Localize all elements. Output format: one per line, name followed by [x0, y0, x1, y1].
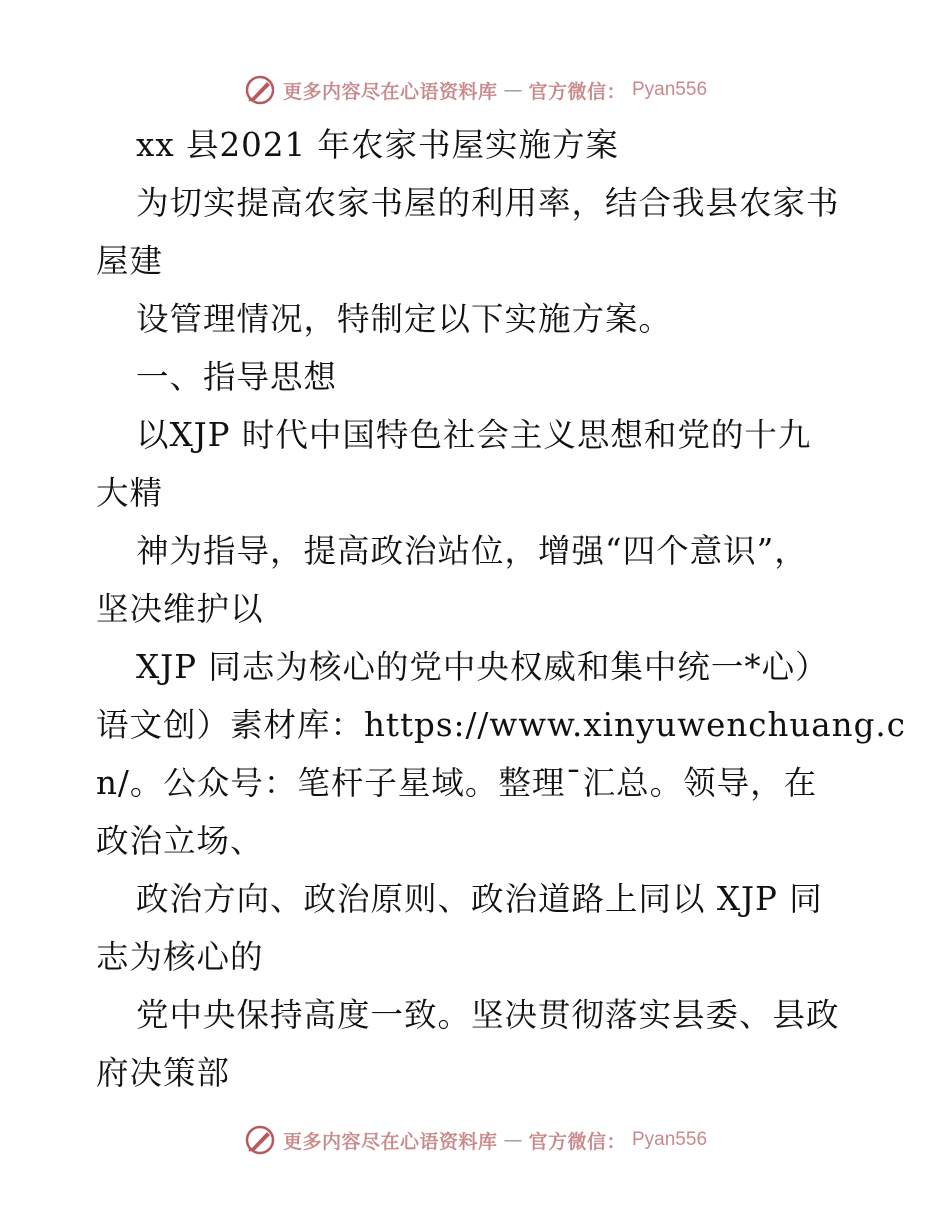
quill-logo-icon: [243, 1123, 277, 1157]
doc-line: 政治方向、政治原则、政治道路上同以 XJP 同: [136, 880, 823, 918]
doc-line: n/。公众号：笔杆子星域。整理¯汇总。领导，在: [96, 764, 818, 802]
doc-line: 政治立场、: [96, 822, 264, 860]
doc-line: 设管理情况，特制定以下实施方案。: [136, 300, 673, 338]
watermark-label: 官方微信：: [528, 1130, 626, 1153]
doc-line: 屋建: [96, 242, 164, 280]
watermark-account: Pyan556: [632, 1129, 708, 1150]
doc-line: 志为核心的: [96, 938, 264, 976]
doc-line: 大精: [96, 474, 164, 512]
doc-line: 党中央保持高度一致。坚决贯彻落实县委、县政: [136, 996, 840, 1034]
doc-line: XJP 同志为核心的党中央权威和集中统一*心）: [136, 648, 829, 686]
watermark-label: 官方微信：: [528, 80, 626, 103]
watermark-header: [0, 70, 950, 110]
doc-line: 坚决维护以: [96, 590, 264, 628]
doc-line: 语文创）素材库：https://www.xinyuwenchuang.c: [96, 706, 906, 744]
doc-line: 神为指导，提高政治站位，增强“四个意识”，: [136, 532, 808, 570]
quill-logo-icon: [243, 73, 277, 107]
section-heading: 一、指导思想: [136, 358, 338, 396]
doc-line: 为切实提高农家书屋的利用率，结合我县农家书: [136, 184, 840, 222]
watermark-separator: —: [503, 79, 523, 101]
doc-line: 以XJP 时代中国特色社会主义思想和党的十九: [136, 416, 812, 454]
doc-title: xx 县2021 年农家书屋实施方案: [136, 126, 620, 164]
document-body: [96, 116, 906, 1102]
doc-line: 府决策部: [96, 1054, 231, 1092]
watermark-text: 更多内容尽在心语资料库: [282, 80, 498, 103]
watermark-separator: —: [503, 1129, 523, 1151]
watermark-account: Pyan556: [632, 79, 708, 100]
watermark-footer: [0, 1120, 950, 1160]
watermark-text: 更多内容尽在心语资料库: [282, 1130, 498, 1153]
